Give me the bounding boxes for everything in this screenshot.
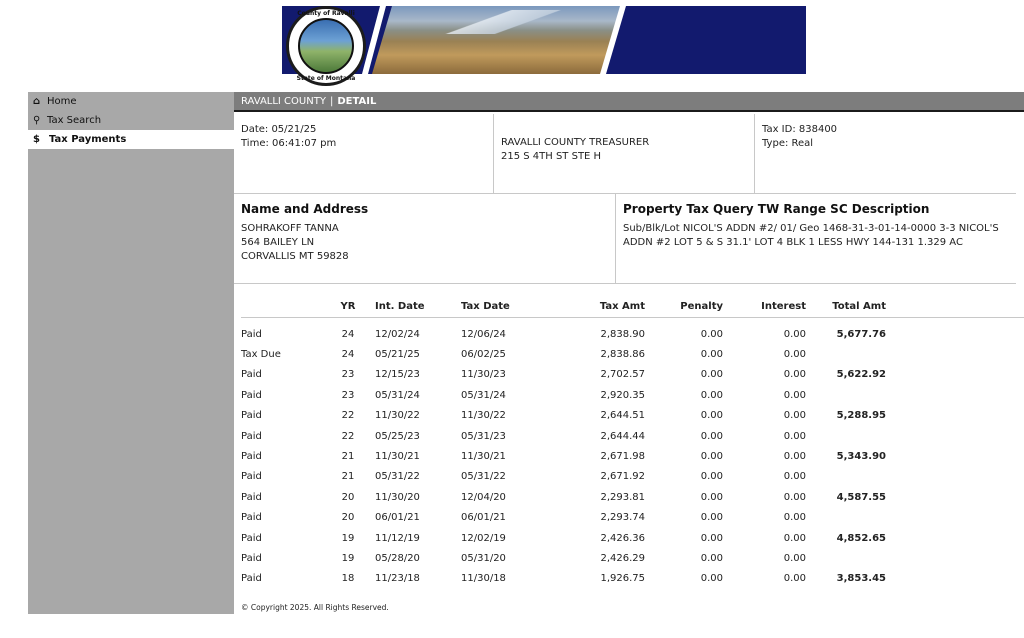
row-tax-amt: 2,426.36	[600, 532, 645, 544]
row-tax-date: 12/04/20	[461, 491, 506, 503]
row-tax-amt: 2,644.51	[600, 410, 645, 422]
row-total-amt: 5,677.76	[836, 328, 886, 340]
landscape-photo	[372, 6, 624, 74]
table-row	[241, 324, 1024, 344]
row-total-amt: 5,343.90	[836, 451, 886, 463]
row-penalty: 0.00	[700, 349, 723, 361]
row-tax-amt: 2,671.92	[600, 471, 645, 483]
table-row	[241, 569, 1024, 589]
table-header	[241, 296, 1024, 318]
office-address: 215 S 4TH ST STE H	[501, 151, 602, 162]
table-row	[241, 365, 1024, 385]
row-int-date: 11/30/21	[375, 451, 420, 463]
row-yr: 22	[341, 410, 355, 422]
row-interest: 0.00	[783, 471, 806, 483]
row-int-date: 06/01/21	[375, 512, 420, 524]
sidebar-item-home[interactable]	[28, 92, 234, 111]
search-icon: ⚲	[33, 115, 41, 126]
row-interest: 0.00	[783, 451, 806, 463]
row-total-amt: 4,852.65	[836, 532, 886, 544]
county-seal-logo	[286, 6, 366, 86]
table-row	[241, 426, 1024, 446]
row-penalty: 0.00	[700, 552, 723, 564]
row-status: Paid	[241, 491, 262, 503]
table-row	[241, 528, 1024, 548]
row-penalty: 0.00	[700, 471, 723, 483]
property-description: Sub/Blk/Lot NICOL'S ADDN #2/ 01/ Geo 1468-31-3-01-14-0000 3-3 NICOL'S ADDN #2 LOT 5 & S 31.1' LOT 4 BLK 1 LESS HWY 144-131 1.329 AC	[623, 223, 999, 248]
page-title-bar	[234, 92, 1024, 112]
row-interest: 0.00	[783, 430, 806, 442]
table-row	[241, 344, 1024, 364]
row-yr: 19	[341, 532, 355, 544]
row-tax-date: 11/30/18	[461, 573, 506, 585]
row-tax-date: 12/06/24	[461, 328, 506, 340]
copyright-footer: © Copyright 2025. All Rights Reserved.	[241, 603, 389, 612]
row-int-date: 05/25/23	[375, 430, 420, 442]
county-title: RAVALLI COUNTY	[241, 95, 326, 107]
row-total-amt: 5,288.95	[836, 410, 886, 422]
row-status: Paid	[241, 451, 262, 463]
row-tax-amt: 2,293.74	[600, 512, 645, 524]
row-int-date: 11/30/20	[375, 491, 420, 503]
row-interest: 0.00	[783, 512, 806, 524]
row-int-date: 05/31/22	[375, 471, 420, 483]
title-separator: |	[329, 95, 334, 107]
header-yr: YR	[340, 301, 356, 312]
row-total-amt: 4,587.55	[836, 491, 886, 503]
sidebar-item-tax-payments[interactable]	[28, 130, 234, 149]
row-tax-amt: 1,926.75	[600, 573, 645, 585]
seal-top-text: County of Ravalli	[297, 10, 355, 17]
home-icon: ⌂	[33, 96, 41, 107]
row-tax-amt: 2,702.57	[600, 369, 645, 381]
seal-bottom-text: State of Montana	[296, 75, 356, 82]
row-yr: 20	[341, 512, 355, 524]
name-address-title: Name and Address	[241, 202, 369, 216]
row-interest: 0.00	[783, 532, 806, 544]
row-tax-date: 06/02/25	[461, 349, 506, 361]
row-int-date: 11/23/18	[375, 573, 420, 585]
tax-payments-table	[241, 296, 1024, 589]
row-int-date: 12/02/24	[375, 328, 420, 340]
row-interest: 0.00	[783, 369, 806, 381]
row-status: Paid	[241, 369, 262, 381]
owner-street: 564 BAILEY LN	[241, 237, 315, 248]
date-text: Date: 05/21/25	[241, 124, 317, 135]
row-tax-date: 05/31/20	[461, 552, 506, 564]
row-status: Paid	[241, 430, 262, 442]
row-penalty: 0.00	[700, 389, 723, 401]
table-row	[241, 487, 1024, 507]
row-penalty: 0.00	[700, 451, 723, 463]
property-description-cell	[616, 194, 1016, 283]
row-tax-amt: 2,671.98	[600, 451, 645, 463]
row-tax-date: 11/30/22	[461, 410, 506, 422]
row-int-date: 11/12/19	[375, 532, 420, 544]
sidebar-item-label: Home	[47, 96, 77, 107]
row-interest: 0.00	[783, 328, 806, 340]
table-row	[241, 385, 1024, 405]
row-penalty: 0.00	[700, 512, 723, 524]
header-int-date: Int. Date	[375, 301, 425, 312]
row-int-date: 05/31/24	[375, 389, 420, 401]
sidebar-item-tax-search[interactable]	[28, 111, 234, 130]
row-tax-amt: 2,920.35	[600, 389, 645, 401]
row-int-date: 12/15/23	[375, 369, 420, 381]
table-row	[241, 446, 1024, 466]
info-panel	[234, 114, 1016, 194]
row-tax-amt: 2,644.44	[600, 430, 645, 442]
row-tax-amt: 2,426.29	[600, 552, 645, 564]
row-int-date: 05/21/25	[375, 349, 420, 361]
row-yr: 19	[341, 552, 355, 564]
row-tax-date: 05/31/23	[461, 430, 506, 442]
table-row	[241, 406, 1024, 426]
row-int-date: 05/28/20	[375, 552, 420, 564]
row-interest: 0.00	[783, 349, 806, 361]
row-tax-date: 12/02/19	[461, 532, 506, 544]
row-tax-date: 11/30/23	[461, 369, 506, 381]
datetime-cell	[234, 114, 494, 193]
seal-landscape	[298, 18, 354, 74]
row-tax-amt: 2,293.81	[600, 491, 645, 503]
row-penalty: 0.00	[700, 532, 723, 544]
row-tax-amt: 2,838.90	[600, 328, 645, 340]
row-yr: 22	[341, 430, 355, 442]
row-yr: 24	[341, 328, 355, 340]
owner-property-panel	[234, 194, 1016, 284]
row-yr: 23	[341, 369, 355, 381]
row-interest: 0.00	[783, 389, 806, 401]
tax-id-text: Tax ID: 838400	[762, 124, 838, 135]
row-tax-date: 05/31/24	[461, 389, 506, 401]
row-yr: 24	[341, 349, 355, 361]
row-penalty: 0.00	[700, 328, 723, 340]
row-yr: 21	[341, 451, 355, 463]
time-text: Time: 06:41:07 pm	[241, 138, 337, 149]
table-row	[241, 548, 1024, 568]
row-tax-date: 05/31/22	[461, 471, 506, 483]
row-penalty: 0.00	[700, 573, 723, 585]
row-interest: 0.00	[783, 410, 806, 422]
header-tax-date: Tax Date	[461, 301, 510, 312]
table-body	[241, 324, 1024, 589]
row-status: Paid	[241, 532, 262, 544]
header-tax-amt: Tax Amt	[599, 301, 645, 312]
header-total-amt: Total Amt	[832, 301, 886, 312]
row-penalty: 0.00	[700, 410, 723, 422]
sidebar	[28, 92, 234, 614]
owner-name: SOHRAKOFF TANNA	[241, 223, 339, 234]
office-cell	[494, 114, 755, 193]
row-total-amt: 5,622.92	[836, 369, 886, 381]
header-interest: Interest	[761, 301, 806, 312]
row-status: Paid	[241, 328, 262, 340]
row-status: Paid	[241, 573, 262, 585]
tax-id-cell	[755, 114, 1016, 193]
row-interest: 0.00	[783, 552, 806, 564]
owner-city: CORVALLIS MT 59828	[241, 251, 349, 262]
name-address-cell	[234, 194, 616, 283]
row-penalty: 0.00	[700, 491, 723, 503]
office-name: RAVALLI COUNTY TREASURER	[501, 137, 650, 148]
row-int-date: 11/30/22	[375, 410, 420, 422]
row-interest: 0.00	[783, 491, 806, 503]
section-title: DETAIL	[337, 95, 377, 107]
property-title: Property Tax Query TW Range SC Description	[623, 202, 930, 216]
header-penalty: Penalty	[680, 301, 723, 312]
row-status: Paid	[241, 512, 262, 524]
row-penalty: 0.00	[700, 369, 723, 381]
row-yr: 23	[341, 389, 355, 401]
header-banner	[282, 6, 806, 82]
sidebar-item-label: Tax Payments	[49, 134, 127, 145]
row-status: Paid	[241, 389, 262, 401]
row-tax-date: 11/30/21	[461, 451, 506, 463]
row-status: Paid	[241, 471, 262, 483]
row-penalty: 0.00	[700, 430, 723, 442]
row-tax-amt: 2,838.86	[600, 349, 645, 361]
tax-type-text: Type: Real	[762, 138, 814, 149]
row-status: Paid	[241, 552, 262, 564]
row-tax-date: 06/01/21	[461, 512, 506, 524]
row-status: Tax Due	[241, 349, 281, 361]
row-total-amt: 3,853.45	[836, 573, 886, 585]
row-yr: 20	[341, 491, 355, 503]
row-status: Paid	[241, 410, 262, 422]
row-interest: 0.00	[783, 573, 806, 585]
table-row	[241, 467, 1024, 487]
sidebar-item-label: Tax Search	[47, 115, 102, 126]
dollar-icon: $	[33, 134, 40, 145]
row-yr: 18	[341, 573, 355, 585]
row-yr: 21	[341, 471, 355, 483]
table-row	[241, 508, 1024, 528]
